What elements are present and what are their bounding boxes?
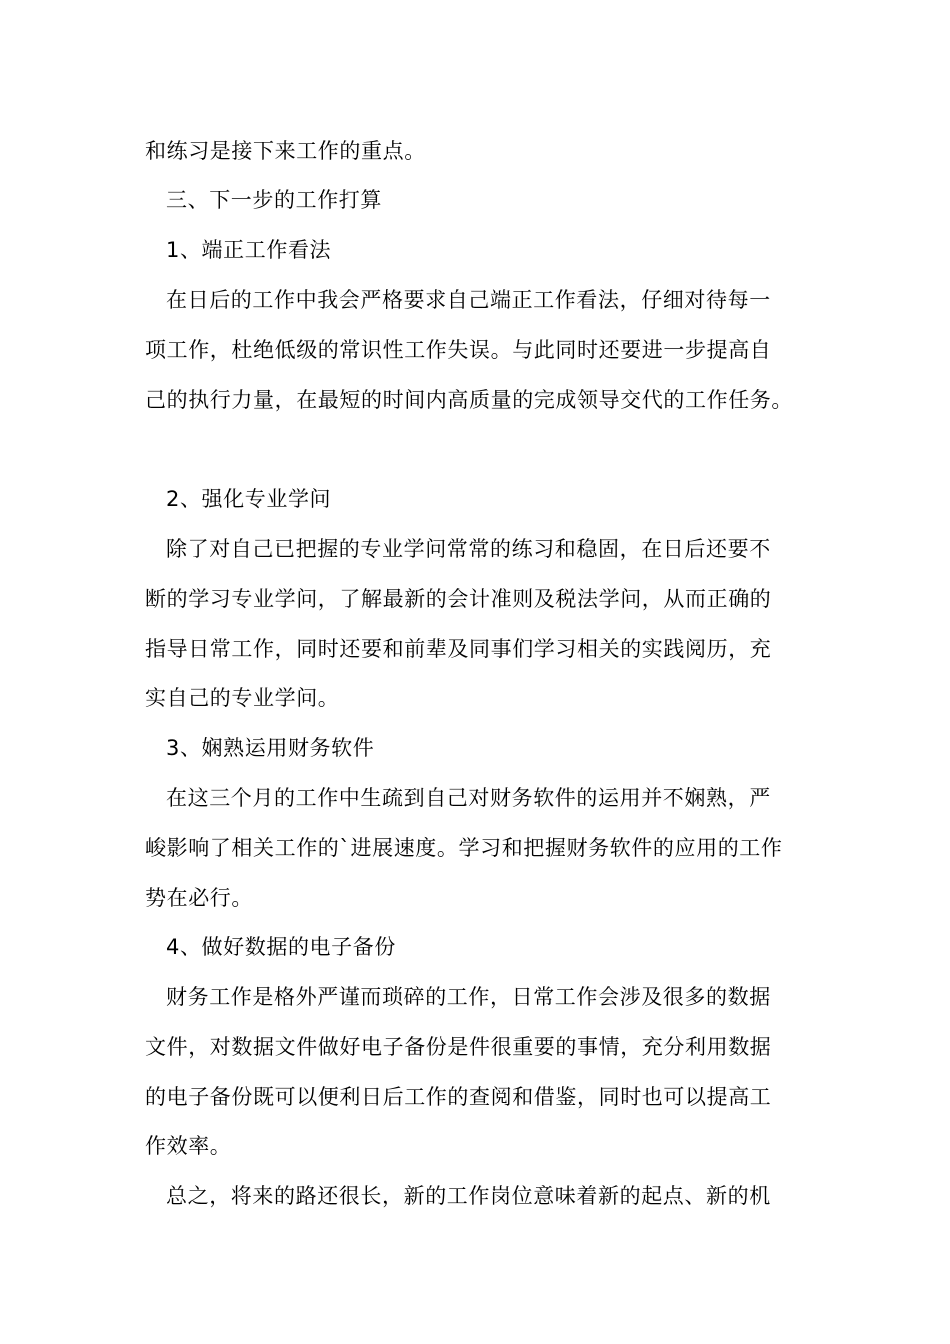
paragraph-line: 财务工作是格外严谨而琐碎的工作，日常工作会涉及很多的数据 [166,985,771,1009]
paragraph-line: 文件，对数据文件做好电子备份是件很重要的事情，充分利用数据 [145,1035,772,1059]
paragraph-line: 指导日常工作，同时还要和前辈及同事们学习相关的实践阅历，充 [145,637,772,661]
paragraph-line: 项工作，杜绝低级的常识性工作失误。与此同时还要进一步提高自 [145,338,772,362]
paragraph-line: 峻影响了相关工作的`进展速度。学习和把握财务软件的应用的工作 [145,836,783,860]
paragraph-line: 除了对自己已把握的专业学问常常的练习和稳固，在日后还要不 [166,537,771,561]
paragraph-line: 在这三个月的工作中生疏到自己对财务软件的运用并不娴熟，严 [166,786,771,810]
subheading-3: 3、娴熟运用财务软件 [166,736,375,760]
subheading-1: 1、端正工作看法 [166,238,332,262]
subheading-4: 4、做好数据的电子备份 [166,935,396,959]
section-heading: 三、下一步的工作打算 [166,188,382,212]
paragraph-line: 作效率。 [145,1134,232,1158]
paragraph-line: 总之，将来的路还很长，新的工作岗位意味着新的起点、新的机 [166,1184,771,1208]
paragraph-line: 的电子备份既可以便利日后工作的查阅和借鉴，同时也可以提高工 [145,1085,772,1109]
paragraph-line: 在日后的工作中我会严格要求自己端正工作看法，仔细对待每一 [166,288,771,312]
paragraph-line: 势在必行。 [145,886,253,910]
paragraph-line: 己的执行力量，在最短的时间内高质量的完成领导交代的工作任务。 [145,388,793,412]
paragraph-line: 实自己的专业学问。 [145,686,340,710]
paragraph-line: 断的学习专业学问，了解最新的会计准则及税法学问，从而正确的 [145,587,772,611]
subheading-2: 2、强化专业学问 [166,487,332,511]
paragraph-continuation: 和练习是接下来工作的重点。 [145,139,426,163]
